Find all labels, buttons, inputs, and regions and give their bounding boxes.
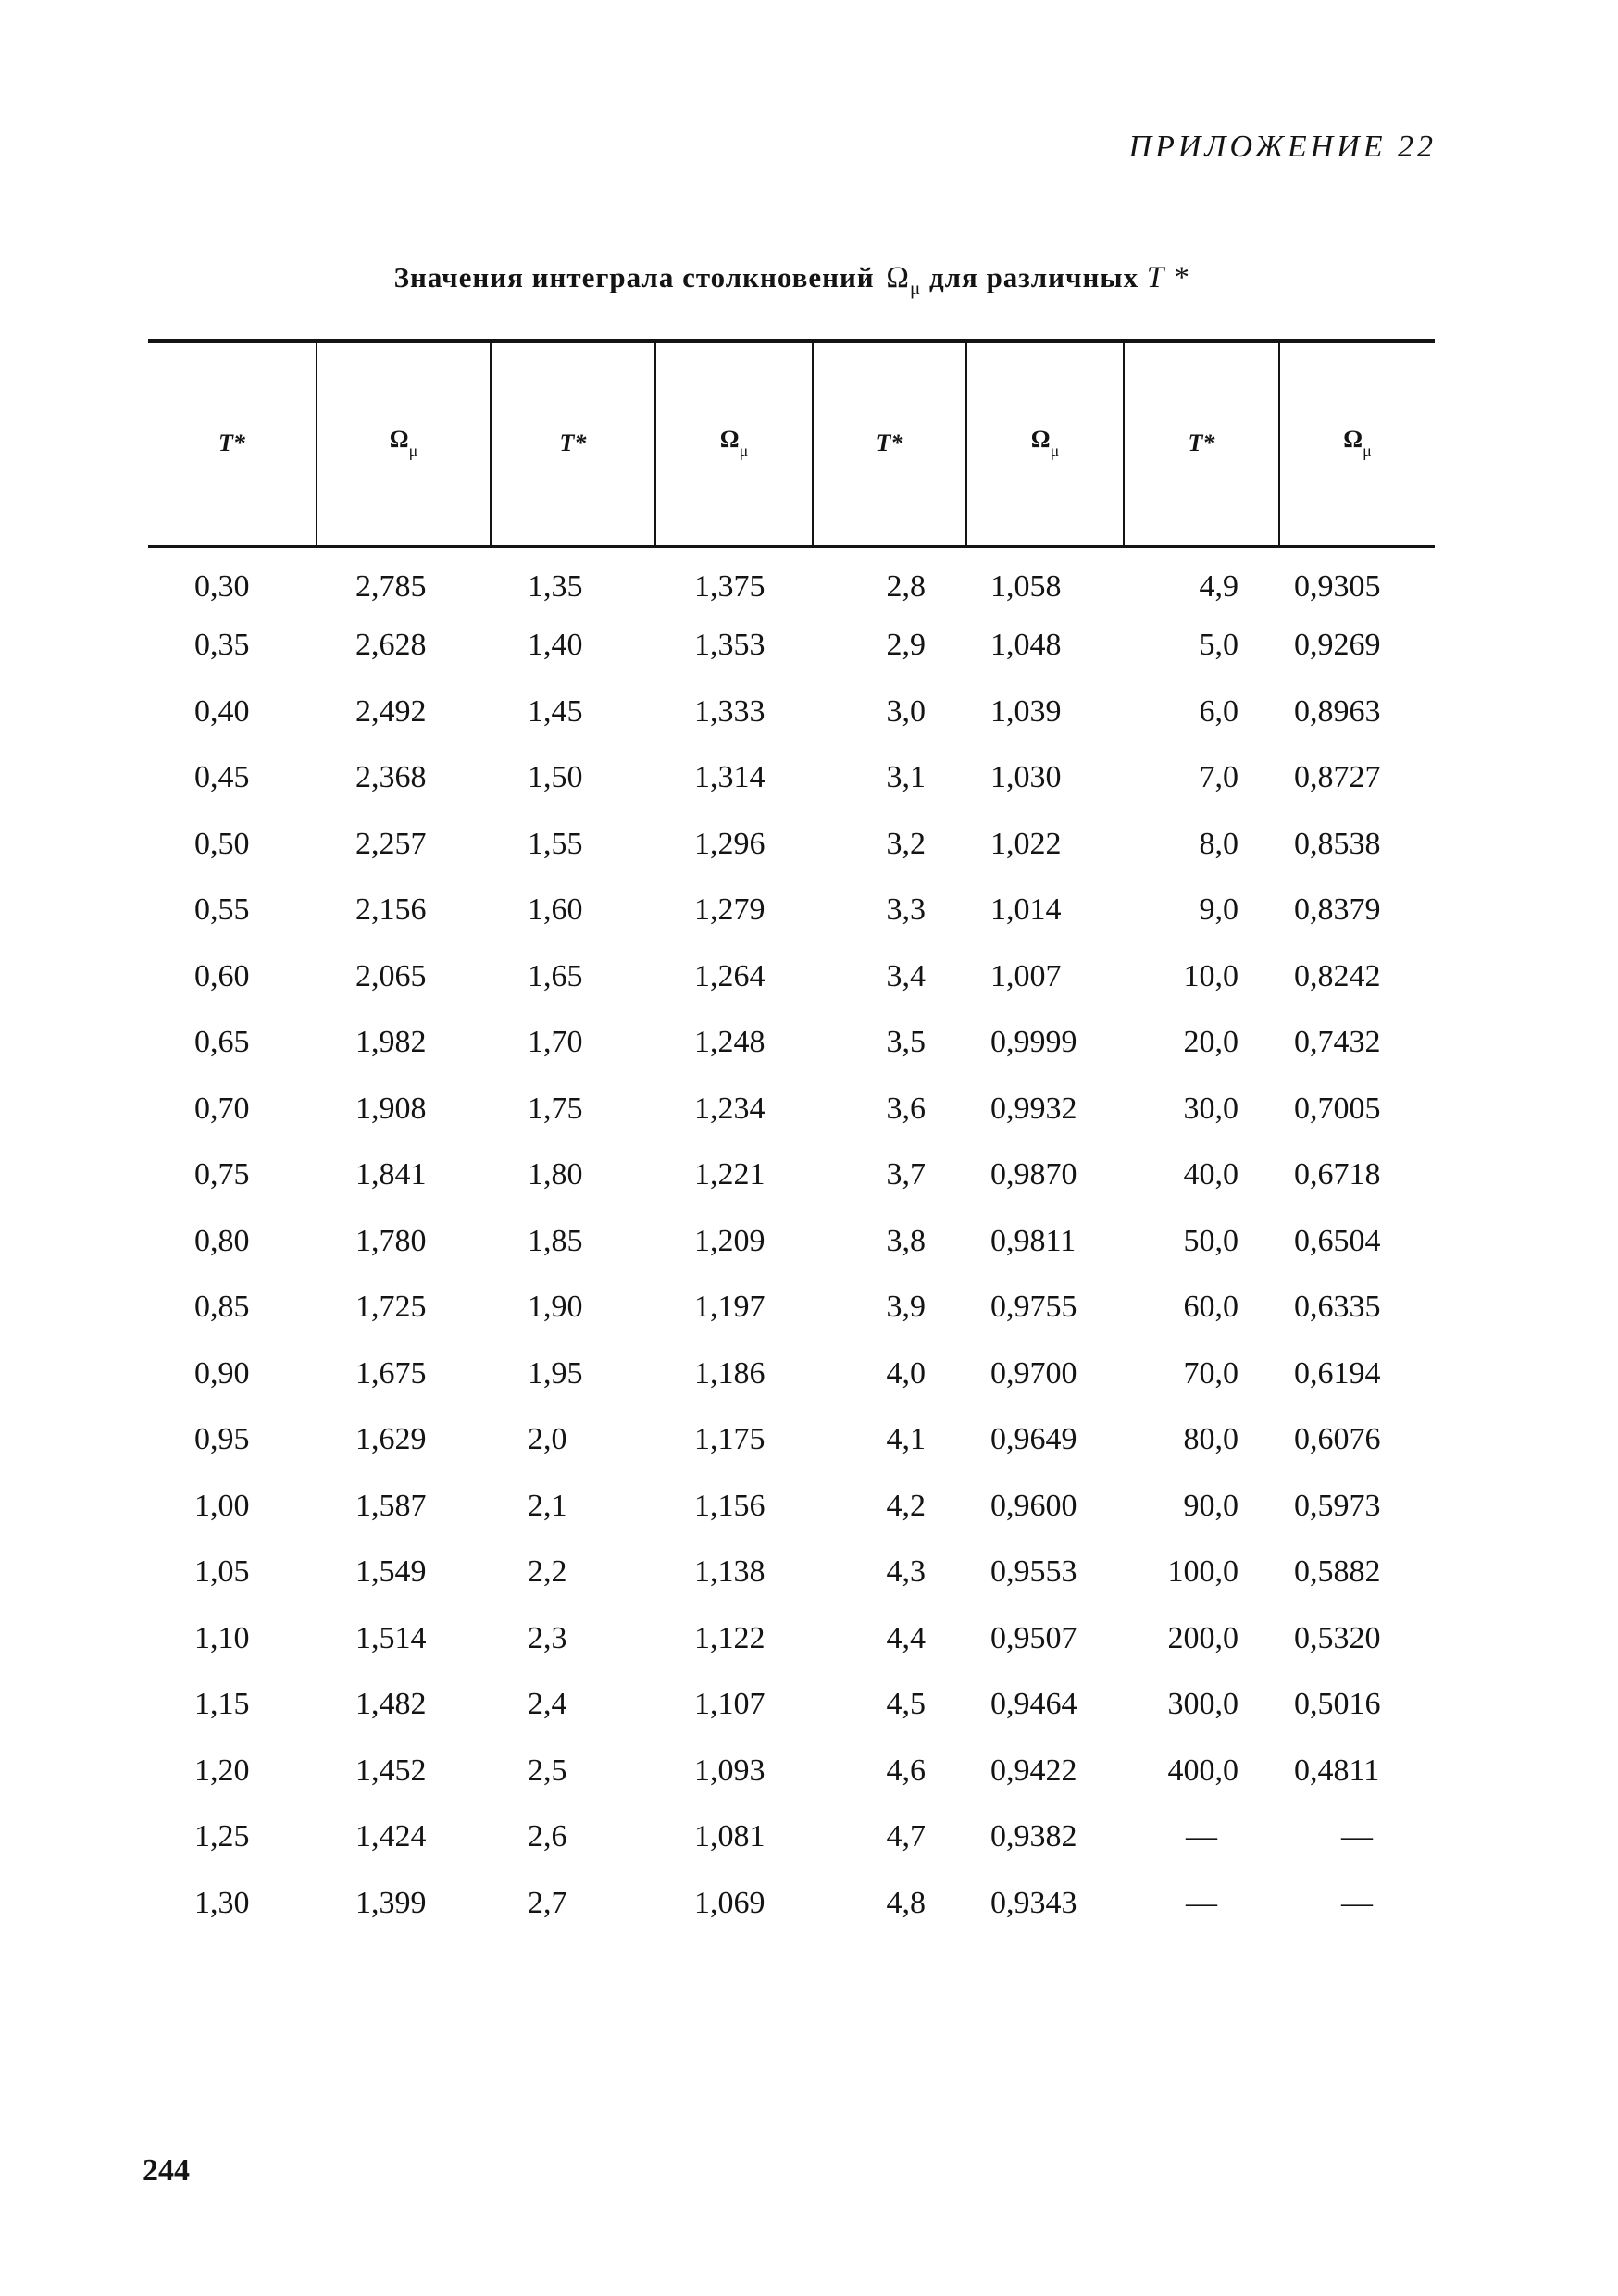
table-cell: 1,908 — [355, 1091, 427, 1126]
table-cell: 1,234 — [694, 1091, 765, 1126]
table-cell: — — [1186, 1819, 1217, 1854]
column-header-omega-1: $\Omega_\mu$ — [317, 341, 491, 546]
table-cell: 1,030 — [990, 760, 1062, 795]
table-cell: 0,6504 — [1294, 1223, 1381, 1258]
table-cell: 0,50 — [194, 826, 250, 861]
table-cell: 0,9382 — [990, 1819, 1077, 1854]
table-cell: 0,9305 — [1294, 568, 1381, 604]
table-cell: 3,2 — [886, 826, 926, 861]
table-cell: 1,50 — [528, 760, 583, 795]
table-cell: 4,6 — [886, 1753, 926, 1788]
table-cell: 1,65 — [528, 958, 583, 993]
table-cell: 1,296 — [694, 826, 765, 861]
table-cell: 1,549 — [355, 1554, 427, 1590]
table-cell: 0,7432 — [1294, 1025, 1381, 1060]
table-cell: 3,7 — [886, 1157, 926, 1192]
table-cell: 1,069 — [694, 1885, 765, 1920]
table-cell: 1,514 — [355, 1620, 427, 1655]
table-cell: 10,0 — [1183, 958, 1238, 993]
table-cell: 0,9507 — [990, 1620, 1077, 1655]
table-cell: 1,248 — [694, 1025, 765, 1060]
table-cell: 0,4811 — [1294, 1753, 1380, 1788]
table-cell: 1,424 — [355, 1819, 427, 1854]
table-row — [148, 1341, 1435, 1407]
table-cell: 0,8242 — [1294, 958, 1381, 993]
table-row — [148, 1010, 1435, 1077]
table-cell: 0,6718 — [1294, 1157, 1381, 1192]
table-cell: 4,7 — [886, 1819, 926, 1854]
table-cell: 4,3 — [886, 1554, 926, 1590]
table-cell: 1,629 — [355, 1422, 427, 1457]
table-cell: 1,90 — [528, 1290, 583, 1325]
appendix-label: ПРИЛОЖЕНИЕ 22 — [1128, 130, 1437, 164]
table-cell: 200,0 — [1167, 1620, 1238, 1655]
table-cell: 0,5016 — [1294, 1687, 1381, 1722]
table-cell: 1,007 — [990, 958, 1062, 993]
table-cell: 1,264 — [694, 958, 765, 993]
table-cell: 8,0 — [1199, 826, 1238, 861]
table-cell: 2,9 — [886, 628, 926, 663]
table-row — [148, 546, 1435, 613]
table-row — [148, 1407, 1435, 1474]
table-cell: 1,982 — [355, 1025, 427, 1060]
table-cell: 1,186 — [694, 1355, 765, 1391]
table-row — [148, 679, 1435, 745]
page-number: 244 — [143, 2153, 190, 2188]
table-cell: — — [1186, 1885, 1217, 1920]
table-cell: 0,9600 — [990, 1488, 1077, 1523]
table-cell: 60,0 — [1183, 1290, 1238, 1325]
table-cell: 1,780 — [355, 1223, 427, 1258]
table-cell: 1,40 — [528, 628, 583, 663]
table-row — [148, 1076, 1435, 1142]
table-cell: 1,00 — [194, 1488, 250, 1523]
table-cell: — — [1341, 1819, 1373, 1854]
table-cell: 1,375 — [694, 568, 765, 604]
table-cell: 1,039 — [990, 693, 1062, 729]
table-cell: 2,0 — [528, 1422, 567, 1457]
table-cell: 0,9422 — [990, 1753, 1077, 1788]
table-cell: 1,048 — [990, 628, 1062, 663]
table-cell: 0,45 — [194, 760, 250, 795]
table-cell: 1,353 — [694, 628, 765, 663]
table-cell: 30,0 — [1183, 1091, 1238, 1126]
table-cell: 0,9343 — [990, 1885, 1077, 1920]
table-cell: 0,9870 — [990, 1157, 1077, 1192]
caption-t-symbol: T * — [1146, 261, 1189, 294]
table-cell: 1,30 — [194, 1885, 250, 1920]
table-cell: 2,2 — [528, 1554, 567, 1590]
column-header-omega-3: $\Omega_\mu$ — [966, 341, 1124, 546]
table-cell: 6,0 — [1199, 693, 1238, 729]
table-cell: 50,0 — [1183, 1223, 1238, 1258]
table-cell: 0,80 — [194, 1223, 250, 1258]
table-cell: 2,6 — [528, 1819, 567, 1854]
table-cell: 1,95 — [528, 1355, 583, 1391]
table-cell: 1,05 — [194, 1554, 250, 1590]
table-cell: 1,10 — [194, 1620, 250, 1655]
column-header-omega-4: $\Omega_\mu$ — [1279, 341, 1435, 546]
table-cell: 2,628 — [355, 628, 427, 663]
table-cell: 3,8 — [886, 1223, 926, 1258]
table-cell: 0,8963 — [1294, 693, 1381, 729]
table-cell: 0,9269 — [1294, 628, 1381, 663]
table-row — [148, 878, 1435, 944]
table-cell: 1,20 — [194, 1753, 250, 1788]
table-cell: 0,60 — [194, 958, 250, 993]
table-cell: 0,5882 — [1294, 1554, 1381, 1590]
table-cell: 1,093 — [694, 1753, 765, 1788]
table-cell: 1,25 — [194, 1819, 250, 1854]
table-cell: 40,0 — [1183, 1157, 1238, 1192]
table-cell: 2,257 — [355, 826, 427, 861]
table-cell: 3,6 — [886, 1091, 926, 1126]
table-cell: 1,156 — [694, 1488, 765, 1523]
table-cell: 400,0 — [1167, 1753, 1238, 1788]
table-cell: 1,022 — [990, 826, 1062, 861]
table-cell: 1,197 — [694, 1290, 765, 1325]
table-cell: 0,9755 — [990, 1290, 1077, 1325]
table-cell: 2,156 — [355, 892, 427, 928]
table-row — [148, 1142, 1435, 1209]
table-cell: 0,55 — [194, 892, 250, 928]
table-cell: 1,221 — [694, 1157, 765, 1192]
table-cell: 1,60 — [528, 892, 583, 928]
table-cell: 1,70 — [528, 1025, 583, 1060]
table-row — [148, 1605, 1435, 1672]
table-cell: 2,5 — [528, 1753, 567, 1788]
table-cell: 1,482 — [355, 1687, 427, 1722]
table-body — [148, 546, 1435, 1937]
table-row — [148, 1804, 1435, 1871]
caption-text-2: для различных — [928, 261, 1139, 293]
table-cell: 0,5973 — [1294, 1488, 1381, 1523]
table-cell: 2,368 — [355, 760, 427, 795]
table-cell: 90,0 — [1183, 1488, 1238, 1523]
table-cell: 1,55 — [528, 826, 583, 861]
table-cell: 0,35 — [194, 628, 250, 663]
table-caption — [148, 261, 1435, 300]
table-cell: 0,85 — [194, 1290, 250, 1325]
table-cell: 0,6076 — [1294, 1422, 1381, 1457]
table-row — [148, 1870, 1435, 1937]
collision-integral-table — [148, 339, 1435, 1937]
table-cell: 2,4 — [528, 1687, 567, 1722]
table-cell: 4,2 — [886, 1488, 926, 1523]
table-cell: 0,9811 — [990, 1223, 1077, 1258]
table-cell: 4,0 — [886, 1355, 926, 1391]
table-cell: 0,9700 — [990, 1355, 1077, 1391]
table-cell: 0,75 — [194, 1157, 250, 1192]
table-cell: 300,0 — [1167, 1687, 1238, 1722]
table-row — [148, 613, 1435, 680]
table-cell: 9,0 — [1199, 892, 1238, 928]
table-cell: 2,8 — [886, 568, 926, 604]
table-cell: 1,45 — [528, 693, 583, 729]
table-cell: 4,9 — [1199, 568, 1238, 604]
table-cell: 0,9464 — [990, 1687, 1077, 1722]
column-header-t-4: T* — [1124, 341, 1279, 546]
table-cell: 0,9999 — [990, 1025, 1077, 1060]
table-row — [148, 1473, 1435, 1540]
table-cell: 2,785 — [355, 568, 427, 604]
table-cell: 3,0 — [886, 693, 926, 729]
table-cell: 1,058 — [990, 568, 1062, 604]
table-cell: 1,138 — [694, 1554, 765, 1590]
column-header-t-2: T* — [491, 341, 655, 546]
table-cell: 1,675 — [355, 1355, 427, 1391]
table-row — [148, 1540, 1435, 1606]
table-cell: 1,081 — [694, 1819, 765, 1854]
table-cell: 1,35 — [528, 568, 583, 604]
table-cell: 0,9932 — [990, 1091, 1077, 1126]
column-header-t-3: T* — [813, 341, 966, 546]
column-header-omega-2: $\Omega_\mu$ — [655, 341, 813, 546]
table-cell: 2,065 — [355, 958, 427, 993]
table-cell: 1,122 — [694, 1620, 765, 1655]
table-cell: 1,175 — [694, 1422, 765, 1457]
table-cell: 0,95 — [194, 1422, 250, 1457]
table-cell: 0,6194 — [1294, 1355, 1381, 1391]
table-cell: 4,1 — [886, 1422, 926, 1457]
table-cell: 4,8 — [886, 1885, 926, 1920]
table-cell: 1,75 — [528, 1091, 583, 1126]
table-row — [148, 1208, 1435, 1275]
table-cell: 1,333 — [694, 693, 765, 729]
table-cell: 100,0 — [1167, 1554, 1238, 1590]
table-cell: 1,85 — [528, 1223, 583, 1258]
table-cell: 0,8538 — [1294, 826, 1381, 861]
table-cell: 1,014 — [990, 892, 1062, 928]
table-cell: 0,30 — [194, 568, 250, 604]
table-cell: 3,1 — [886, 760, 926, 795]
table-cell: 0,6335 — [1294, 1290, 1381, 1325]
table-cell: 0,65 — [194, 1025, 250, 1060]
table-cell: 2,492 — [355, 693, 427, 729]
table-cell: 2,7 — [528, 1885, 567, 1920]
table-cell: 0,7005 — [1294, 1091, 1381, 1126]
table-cell: 0,8379 — [1294, 892, 1381, 928]
table-cell: 1,587 — [355, 1488, 427, 1523]
table-row — [148, 745, 1435, 812]
table-cell: 0,40 — [194, 693, 250, 729]
table-row — [148, 1275, 1435, 1341]
table-cell: 3,3 — [886, 892, 926, 928]
table-cell: 3,5 — [886, 1025, 926, 1060]
table-cell: 3,9 — [886, 1290, 926, 1325]
table-cell: 4,5 — [886, 1687, 926, 1722]
table-row — [148, 811, 1435, 878]
table-cell: 1,452 — [355, 1753, 427, 1788]
table-cell: 70,0 — [1183, 1355, 1238, 1391]
table-cell: 1,399 — [355, 1885, 427, 1920]
table-row — [148, 1738, 1435, 1804]
table-cell: 1,725 — [355, 1290, 427, 1325]
table-cell: 0,8727 — [1294, 760, 1381, 795]
table-cell: 0,9553 — [990, 1554, 1077, 1590]
table-cell: 20,0 — [1183, 1025, 1238, 1060]
table-cell: 1,209 — [694, 1223, 765, 1258]
table-cell: 1,314 — [694, 760, 765, 795]
table-cell: 3,4 — [886, 958, 926, 993]
caption-text: Значения интеграла столкновений — [393, 261, 875, 293]
table-cell: 5,0 — [1199, 628, 1238, 663]
table-row — [148, 943, 1435, 1010]
table-cell: 4,4 — [886, 1620, 926, 1655]
table-cell: — — [1341, 1885, 1373, 1920]
table-cell: 0,9649 — [990, 1422, 1077, 1457]
table-header-row — [148, 341, 1435, 546]
table-cell: 2,3 — [528, 1620, 567, 1655]
table-cell: 7,0 — [1199, 760, 1238, 795]
table-cell: 2,1 — [528, 1488, 567, 1523]
table-cell: 0,5320 — [1294, 1620, 1381, 1655]
caption-omega-symbol: $\Omega_\mu$ — [886, 261, 922, 299]
table-cell: 0,90 — [194, 1355, 250, 1391]
table-cell: 1,107 — [694, 1687, 765, 1722]
table-cell: 1,841 — [355, 1157, 427, 1192]
table-cell: 80,0 — [1183, 1422, 1238, 1457]
table-row — [148, 1672, 1435, 1739]
table-cell: 1,15 — [194, 1687, 250, 1722]
column-header-t-1: T* — [148, 341, 317, 546]
table-cell: 1,279 — [694, 892, 765, 928]
table-cell: 0,70 — [194, 1091, 250, 1126]
table-cell: 1,80 — [528, 1157, 583, 1192]
